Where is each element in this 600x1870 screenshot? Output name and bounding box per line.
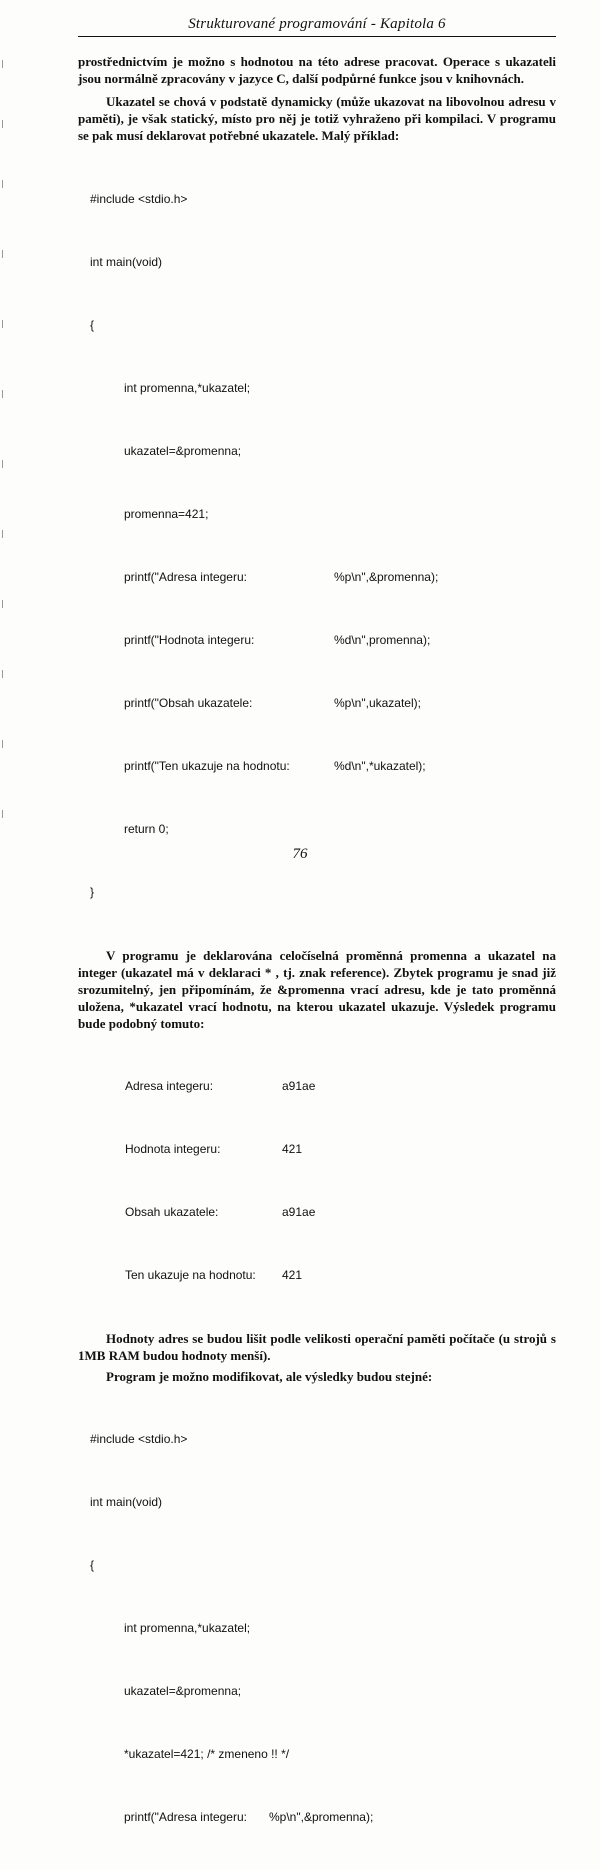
output-label: Ten ukazuje na hodnotu: <box>125 1268 256 1282</box>
code-line: #include <stdio.h> <box>90 192 188 206</box>
code-line <box>78 756 556 777</box>
output-row <box>125 1076 556 1097</box>
code-line: #include <stdio.h> <box>90 1432 188 1446</box>
code-line: int promenna,*ukazatel; <box>124 381 251 395</box>
code-line: ukazatel=&promenna; <box>124 1684 242 1698</box>
printf-call: printf("Adresa integeru: <box>124 570 247 584</box>
code-line: promenna=421; <box>124 507 209 521</box>
output-row <box>125 1202 556 1223</box>
output-label: Adresa integeru: <box>125 1079 214 1093</box>
printf-args: %d\n",*ukazatel); <box>334 759 426 773</box>
code-line <box>78 567 556 588</box>
printf-args: %p\n",ukazatel); <box>334 696 421 710</box>
printf-args: %d\n",promenna); <box>334 633 431 647</box>
code-line <box>78 630 556 651</box>
paragraph-5: Program je možno modifikovat, ale výsledky budou stejné: <box>106 1369 433 1384</box>
output-value: a91ae <box>282 1205 316 1219</box>
running-header: Strukturované programování - Kapitola 6 <box>78 16 556 37</box>
output-value: 421 <box>282 1268 303 1282</box>
output-label: Obsah ukazatele: <box>125 1205 219 1219</box>
paragraph-4: Hodnoty adres se budou lišit podle velikosti operační paměti počítače (u strojů s 1MB RAM budou hodnoty menší). <box>78 1331 556 1363</box>
code-line: { <box>90 318 95 332</box>
code-listing-2 <box>78 1387 556 1870</box>
code-line: int main(void) <box>90 1495 163 1509</box>
printf-call: printf("Adresa integeru: <box>124 1810 247 1824</box>
page-number: 76 <box>292 846 308 862</box>
paragraph-3: V programu je deklarována celočíselná proměnná promenna a ukazatel na integer (ukazatel má v deklaraci * , tj. znak reference). Zbytek programu je snad již srozumitelný, jen připomínám, že &promenna vrací adresu, kde je tato proměnná uložena, *ukazatel vrací hodnotu, na kterou ukazatel ukazuje. Výsledek programu bude podobný tomuto: <box>78 948 556 1031</box>
printf-args: %p\n",&promenna); <box>334 570 439 584</box>
printf-call: printf("Obsah ukazatele: <box>124 696 253 710</box>
printf-call: printf("Hodnota integeru: <box>124 633 255 647</box>
program-output <box>78 1034 556 1328</box>
output-value: 421 <box>282 1142 303 1156</box>
page-content <box>78 16 556 1870</box>
printf-args: %p\n",&promenna); <box>269 1810 374 1824</box>
paragraph-1: prostřednictvím je možno s hodnotou na této adrese pracovat. Operace s ukazateli jsou normálně zpracovány v jazyce C, další podpůrné funkce jsou v knihovnách. <box>78 54 556 86</box>
code-line <box>78 1807 556 1828</box>
output-row <box>125 1139 556 1160</box>
output-row <box>125 1265 556 1286</box>
printf-call: printf("Ten ukazuje na hodnotu: <box>124 759 290 773</box>
code-line: int promenna,*ukazatel; <box>124 1621 251 1635</box>
code-line: } <box>90 885 95 899</box>
code-line: ukazatel=&promenna; <box>124 444 242 458</box>
code-line: return 0; <box>124 822 169 836</box>
output-label: Hodnota integeru: <box>125 1142 221 1156</box>
output-value: a91ae <box>282 1079 316 1093</box>
scan-margin-marks <box>0 0 6 898</box>
code-line: int main(void) <box>90 255 163 269</box>
code-line <box>78 693 556 714</box>
code-line: { <box>90 1558 95 1572</box>
paragraph-2: Ukazatel se chová v podstatě dynamicky (může ukazovat na libovolnou adresu v paměti), je však statický, místo pro něj je totiž vyhraženo při kompilaci. V programu se pak musí deklarovat potřebné ukazatele. Malý příklad: <box>78 94 556 143</box>
code-line: *ukazatel=421; /* zmeneno !! */ <box>124 1747 290 1761</box>
code-listing-1 <box>78 147 556 945</box>
